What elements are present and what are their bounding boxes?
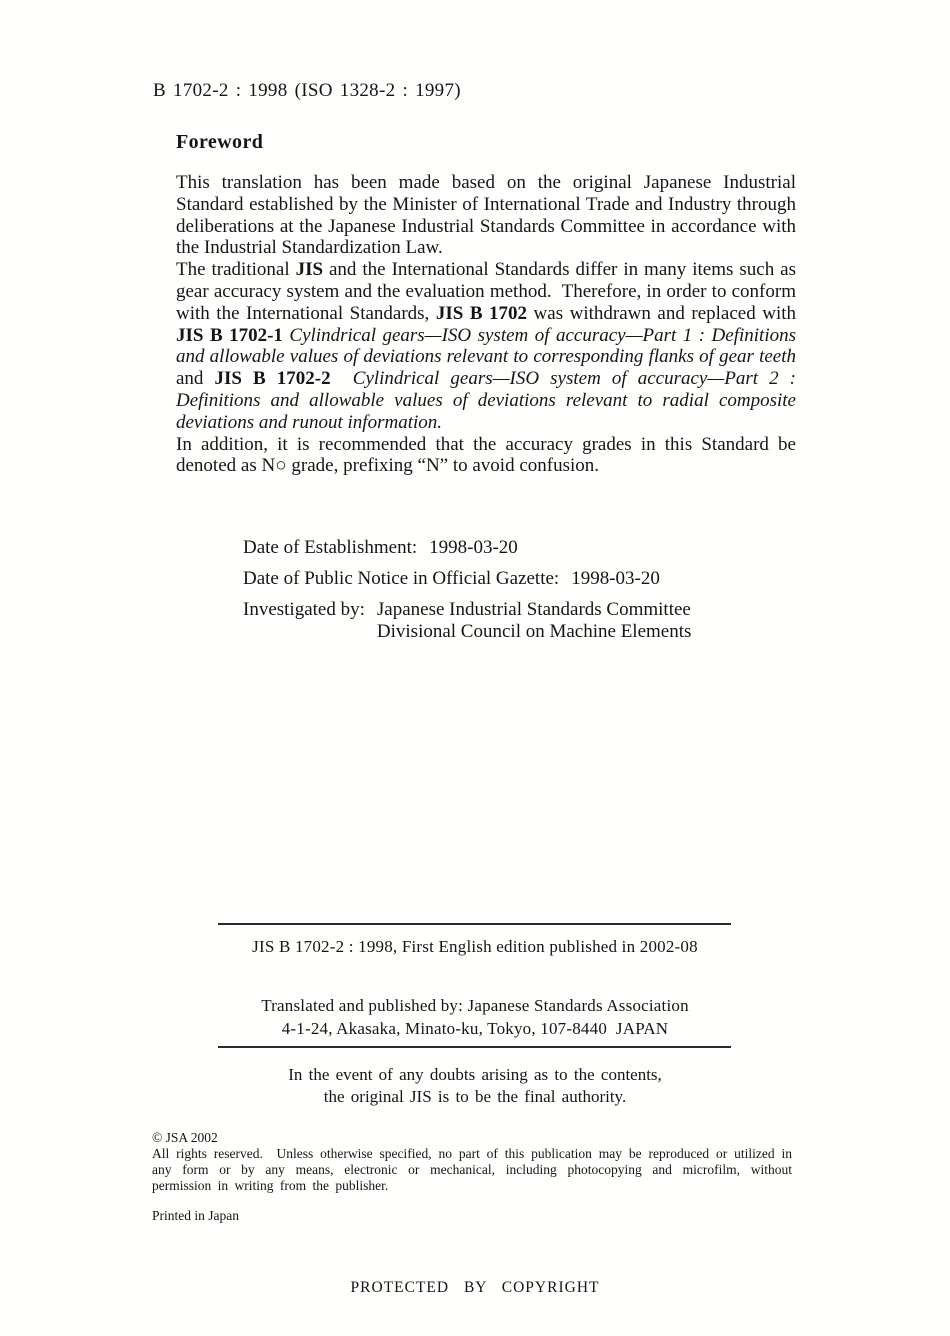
foreword-heading: Foreword	[176, 131, 264, 153]
establishment-date-label: Date of Establishment:	[243, 537, 418, 558]
investigated-by-council: Divisional Council on Machine Elements	[376, 621, 692, 642]
top-horizontal-rule	[218, 923, 731, 925]
investigated-by-committee: Japanese Industrial Standards Committee	[376, 599, 691, 620]
investigated-by-value	[377, 599, 692, 643]
publisher-block	[0, 994, 950, 1040]
foreword-paragraph-3: In addition, it is recommended that the accuracy grades in this Standard be denoted as N○ grade, prefixing “N” to avoid confusion.	[176, 433, 796, 477]
publisher-address-line: 4-1-24, Akasaka, Minato-ku, Tokyo, 107-8440 JAPAN	[281, 1019, 669, 1038]
foreword-paragraph-1: This translation has been made based on the original Japanese Industrial Standard established by the Minister of International Trade and Industry through deliberations at the Japanese Industrial Standards Committee in accordance with the Industrial Standardization Law.	[176, 172, 796, 259]
authority-note-line-2: the original JIS is to be the final authority.	[323, 1087, 627, 1106]
investigated-by-label: Investigated by:	[243, 599, 365, 620]
copyright-block	[152, 1130, 792, 1193]
public-notice-date-label: Date of Public Notice in Official Gazette:	[243, 568, 560, 589]
rights-reserved-text: All rights reserved. Unless otherwise specified, no part of this publication may be reproduced or utilized in any form or by any means, electronic or mechanical, including photocopying and microfilm, without permission in writing from the publisher.	[152, 1146, 792, 1193]
foreword-body	[176, 172, 796, 477]
bottom-horizontal-rule	[218, 1046, 731, 1048]
protected-by-copyright-notice: PROTECTED BY COPYRIGHT	[350, 1279, 600, 1296]
publication-info	[243, 537, 691, 652]
authority-note-line-1: In the event of any doubts arising as to the contents,	[288, 1065, 662, 1084]
edition-note: JIS B 1702-2 : 1998, First English edition published in 2002-08	[252, 937, 698, 956]
establishment-date-value: 1998-03-20	[429, 537, 518, 558]
public-notice-date-row	[243, 568, 691, 590]
copyright-notice: © JSA 2002	[152, 1130, 218, 1145]
foreword-paragraph-2: The traditional JIS and the International Standards differ in many items such as gear accuracy system and the evaluation method. Therefore, in order to conform with the International Standards, JIS B 1702 was withdrawn and replaced with JIS B 1702-1 Cylindrical gears—ISO system of accuracy—Part 1 : Definitions and allowable values of deviations relevant to corresponding flanks of gear teeth and JIS B 1702-2 Cylindrical gears—ISO system of accuracy—Part 2 : Definitions and allowable values of deviations relevant to radial composite deviations and runout information.	[176, 259, 797, 433]
publisher-name-line: Translated and published by: Japanese Standards Association	[261, 996, 689, 1015]
investigated-by-row	[243, 599, 691, 643]
authority-note	[0, 1064, 950, 1108]
standard-number: B 1702-2 : 1998 (ISO 1328-2 : 1997)	[153, 80, 461, 101]
printed-in-japan: Printed in Japan	[152, 1208, 239, 1223]
public-notice-date-value: 1998-03-20	[571, 568, 660, 589]
establishment-date-row	[243, 537, 691, 559]
